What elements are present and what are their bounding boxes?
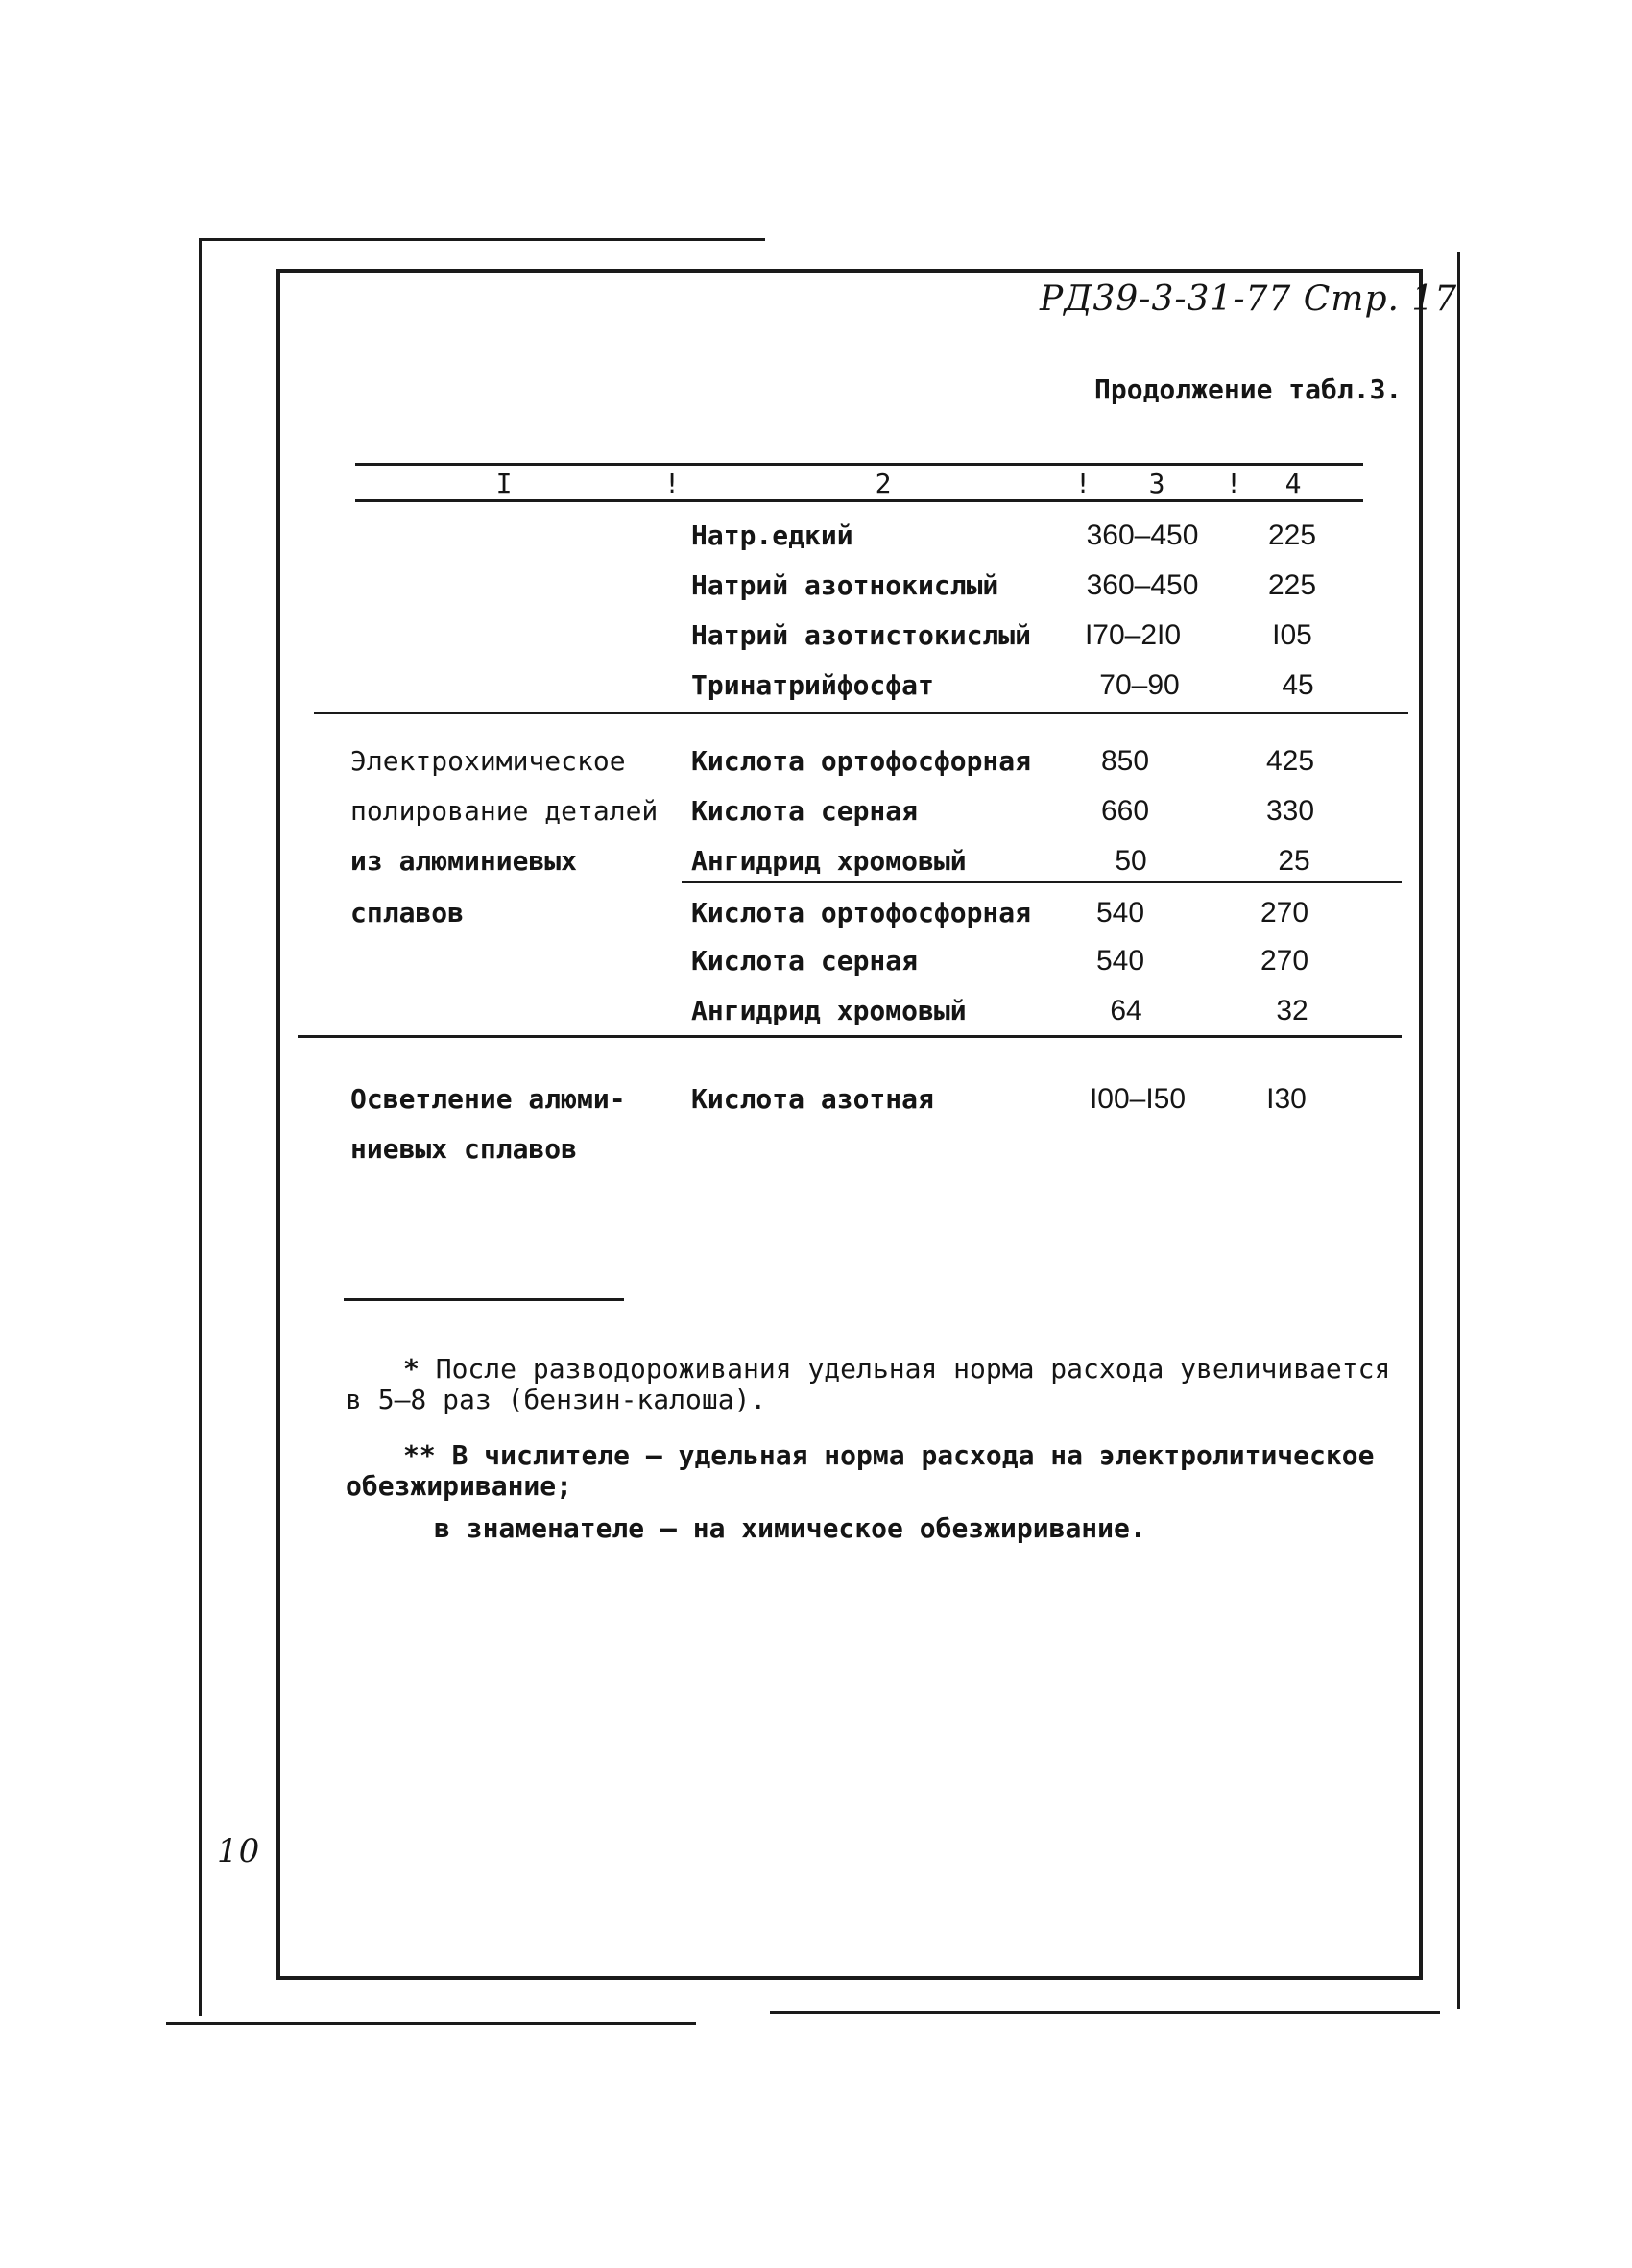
footnote-2 xyxy=(346,1440,1374,1544)
document-code: РД39-3-31-77 Стр. 17 xyxy=(1040,279,1458,319)
footnote-1-mark: * xyxy=(403,1353,420,1385)
value-col4-cell: 270 xyxy=(1260,945,1309,977)
value-col4-cell: 25 xyxy=(1278,845,1310,877)
top-edge-line xyxy=(199,238,765,241)
table-header-rule-top xyxy=(355,463,1363,466)
substance-cell: Кислота серная xyxy=(691,945,919,977)
substance-cell: Кислота ортофосфорная xyxy=(691,745,1032,777)
section-divider xyxy=(314,712,1408,714)
section-divider xyxy=(298,1035,1402,1038)
value-col4-cell: 425 xyxy=(1265,745,1315,777)
value-col3-cell: 70–90 xyxy=(1099,669,1180,701)
column-separator: ! xyxy=(1074,468,1092,499)
substance-cell: Натрий азотистокислый xyxy=(691,619,1032,651)
left-edge-line xyxy=(199,240,202,2016)
footnote-1-line2: в 5–8 раз (бензин-калоша). xyxy=(346,1384,767,1415)
value-col3-cell: 540 xyxy=(1095,945,1145,977)
process-cell-line: ниевых сплавов xyxy=(350,1133,578,1165)
footnote-2-line2: обезжиривание; xyxy=(346,1470,573,1502)
page-number: 10 xyxy=(217,1832,261,1870)
right-edge-line xyxy=(1457,252,1460,2009)
value-col3-cell: I70–2I0 xyxy=(1084,619,1182,651)
value-col3-cell: 360–450 xyxy=(1086,519,1199,551)
column-header-2: 2 xyxy=(875,468,892,499)
value-col4-cell: 45 xyxy=(1282,669,1314,701)
value-col3-cell: 360–450 xyxy=(1086,569,1199,601)
value-col3-cell: 850 xyxy=(1100,745,1150,777)
value-col4-cell: 270 xyxy=(1260,897,1309,929)
footnote-2-mark: ** xyxy=(403,1439,436,1471)
substance-cell: Кислота серная xyxy=(691,795,919,827)
column-header-1: I xyxy=(495,468,513,499)
value-col4-cell: I30 xyxy=(1266,1083,1307,1115)
process-cell-line: Осветление алюми- xyxy=(350,1083,626,1115)
value-col4-cell: 225 xyxy=(1267,519,1317,551)
substance-cell: Натр.едкий xyxy=(691,519,853,551)
process-cell-line: Электрохимическое xyxy=(350,745,626,777)
subsection-divider xyxy=(682,881,1402,883)
column-separator: ! xyxy=(1225,468,1242,499)
column-header-4: 4 xyxy=(1284,468,1302,499)
process-cell-line: из алюминиевых xyxy=(350,845,578,877)
substance-cell: Кислота азотная xyxy=(691,1083,934,1115)
footnote-2-line1: В числителе – удельная норма расхода на электролитическое xyxy=(451,1439,1375,1471)
footnote-1-line1: После разводороживания удельная норма расхода увеличивается xyxy=(435,1353,1391,1385)
process-cell-line: сплавов xyxy=(350,897,465,929)
substance-cell: Кислота ортофосфорная xyxy=(691,897,1032,929)
column-header-3: 3 xyxy=(1148,468,1165,499)
value-col4-cell: 330 xyxy=(1265,795,1315,827)
value-col3-cell: 660 xyxy=(1100,795,1150,827)
substance-cell: Ангидрид хромовый xyxy=(691,845,967,877)
value-col4-cell: 32 xyxy=(1276,995,1308,1026)
value-col3-cell: 64 xyxy=(1110,995,1142,1026)
footnote-2-line3: в знаменателе – на химическое обезжиривание. xyxy=(434,1512,1146,1544)
substance-cell: Натрий азотнокислый xyxy=(691,569,999,601)
value-col4-cell: I05 xyxy=(1272,619,1312,651)
substance-cell: Тринатрийфосфат xyxy=(691,669,934,701)
bottom-edge-line-right xyxy=(770,2011,1440,2014)
process-cell-line: полирование деталей xyxy=(350,795,659,827)
value-col3-cell: I00–I50 xyxy=(1089,1083,1187,1115)
substance-cell: Ангидрид хромовый xyxy=(691,995,967,1026)
bottom-edge-line-left xyxy=(166,2022,696,2025)
footnote-1 xyxy=(346,1354,1390,1415)
footnote-rule xyxy=(344,1298,624,1301)
value-col3-cell: 540 xyxy=(1095,897,1145,929)
column-separator: ! xyxy=(663,468,681,499)
value-col3-cell: 50 xyxy=(1115,845,1147,877)
value-col4-cell: 225 xyxy=(1267,569,1317,601)
table-continuation-caption: Продолжение табл.3. xyxy=(1094,374,1403,405)
